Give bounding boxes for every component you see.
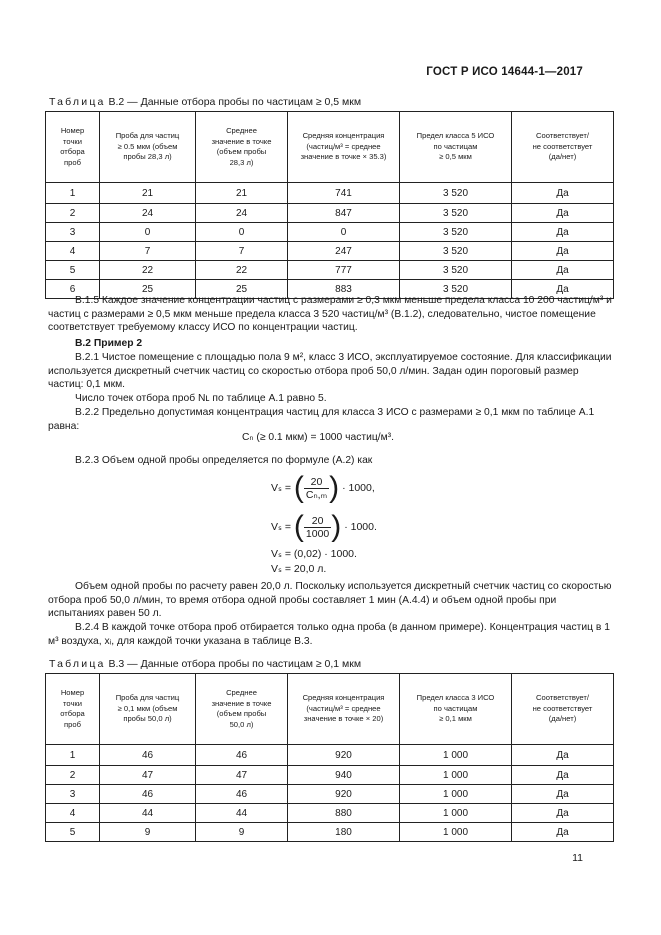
table-b2 — [45, 111, 614, 299]
table-cell: 46 — [196, 785, 288, 804]
table-cell: 1 000 — [400, 785, 512, 804]
close-paren-icon: ) — [329, 471, 340, 504]
table-cell: 180 — [288, 823, 400, 842]
formula-2 — [271, 510, 377, 544]
table-cell: 1 000 — [400, 766, 512, 785]
close-paren-icon: ) — [331, 510, 342, 543]
standard-header: ГОСТ Р ИСО 14644-1—2017 — [426, 66, 583, 78]
formula-cn: Cₙ (≥ 0.1 мкм) = 1000 частиц/м³. — [242, 432, 394, 443]
table-cell: 1 000 — [400, 823, 512, 842]
table-cell: 7 — [100, 242, 196, 261]
table-row — [46, 242, 614, 261]
table-cell: 6 — [46, 280, 100, 299]
table-cell: 247 — [288, 242, 400, 261]
table-cell: 3 520 — [400, 223, 512, 242]
table-cell: Да — [512, 804, 614, 823]
table-cell: 21 — [100, 183, 196, 204]
table-cell: 920 — [288, 785, 400, 804]
section-b2-title: В.2 Пример 2 — [75, 338, 143, 349]
table-cell: 22 — [196, 261, 288, 280]
table-b3-caption-prefix: Таблица — [49, 658, 106, 670]
paragraph-b23-result: Объем одной пробы по расчету равен 20,0 л. Поскольку используется дискретный счетчик частиц со скоростью отбора проб 50,0 л/мин, то время отбора одной пробы составляет 1 мин (А.4.4) и объем одной пробы при испытаниях равен 50 л. — [48, 581, 612, 620]
table-cell: 3 520 — [400, 183, 512, 204]
open-paren-icon: ( — [293, 510, 304, 543]
table-b2-caption-text: В.2 — Данные отбора пробы по частицам ≥ 0,5 мкм — [108, 96, 362, 108]
table-cell: 24 — [196, 204, 288, 223]
table-cell: Да — [512, 183, 614, 204]
formula-1-lhs: Vₛ = — [271, 481, 291, 494]
table-cell: 24 — [100, 204, 196, 223]
paragraph-b23: В.2.3 Объем одной пробы определяется по формуле (А.2) как — [75, 455, 373, 466]
table-cell: Да — [512, 204, 614, 223]
formula-1 — [271, 471, 375, 505]
table-b2-header: Соответствует/ не соответствует (да/нет) — [512, 112, 614, 183]
table-b2-header: Среднее значение в точке (объем пробы 28,3 л) — [196, 112, 288, 183]
table-cell: 47 — [100, 766, 196, 785]
table-b3-body — [46, 745, 614, 842]
table-cell: 940 — [288, 766, 400, 785]
table-cell: Да — [512, 823, 614, 842]
table-cell: 920 — [288, 745, 400, 766]
table-cell: 9 — [100, 823, 196, 842]
table-cell: Да — [512, 261, 614, 280]
formula-2-denominator: 1000 — [305, 527, 330, 540]
table-b3-header: Средняя концентрация (частиц/м³ = среднее значение в точке × 20) — [288, 674, 400, 745]
table-cell: 741 — [288, 183, 400, 204]
table-cell: 25 — [100, 280, 196, 299]
paragraph-b15: В.1.5 Каждое значение концентрации частиц с размерами ≥ 0,3 мкм меньше предела класса 10 200 частиц/м³ и частиц с размерами ≥ 0,5 мкм меньше предела класса 3 520 частиц/м³ (В.1.2), следовательно, чистое помещение соответствует требуемому классу ИСО по концентрации частиц. — [48, 295, 612, 334]
formula-1-rhs: · 1000, — [342, 481, 375, 494]
table-row — [46, 204, 614, 223]
table-cell: 777 — [288, 261, 400, 280]
page-number: 11 — [572, 852, 583, 864]
table-cell: 0 — [100, 223, 196, 242]
formula-1-numerator: 20 — [304, 476, 329, 489]
table-b2-caption — [49, 96, 361, 108]
table-cell: 44 — [196, 804, 288, 823]
table-b2-header: Средняя концентрация (частиц/м³ = среднее значение в точке × 35.3) — [288, 112, 400, 183]
paragraph-b21: В.2.1 Чистое помещение с площадью пола 9 м², класс 3 ИСО, эксплуатируемое состояние. Для классификации используется дискретный счетчик частиц со скоростью отбора проб 50,0 л/мин. Задан один пороговый размер частиц: 0,1 мкм. — [48, 352, 612, 391]
table-cell: 3 520 — [400, 204, 512, 223]
open-paren-icon: ( — [293, 471, 304, 504]
table-b2-header-row — [46, 112, 614, 183]
table-cell: Да — [512, 785, 614, 804]
table-b2-body — [46, 183, 614, 299]
paragraph-b22: В.2.2 Предельно допустимая концентрация частиц для класса 3 ИСО с размерами ≥ 0,1 мкм по таблице А.1 равна: — [48, 407, 595, 432]
table-row — [46, 223, 614, 242]
table-cell: 0 — [288, 223, 400, 242]
table-cell: 3 520 — [400, 242, 512, 261]
table-cell: 25 — [196, 280, 288, 299]
table-cell: 1 — [46, 183, 100, 204]
table-cell: 1 000 — [400, 804, 512, 823]
table-b3-caption-text: В.3 — Данные отбора пробы по частицам ≥ 0,1 мкм — [108, 658, 362, 670]
table-cell: 883 — [288, 280, 400, 299]
table-b3-header-row — [46, 674, 614, 745]
table-cell: 46 — [100, 785, 196, 804]
table-cell: 44 — [100, 804, 196, 823]
table-row — [46, 745, 614, 766]
table-row — [46, 823, 614, 842]
table-cell: 5 — [46, 261, 100, 280]
table-cell: 7 — [196, 242, 288, 261]
table-cell: 47 — [196, 766, 288, 785]
formula-2-lhs: Vₛ = — [271, 520, 291, 533]
table-b2-header: Предел класса 5 ИСО по частицам ≥ 0,5 мкм — [400, 112, 512, 183]
table-cell: 22 — [100, 261, 196, 280]
table-cell: 1 000 — [400, 745, 512, 766]
formula-4: Vₛ = 20,0 л. — [271, 563, 327, 575]
table-cell: Да — [512, 745, 614, 766]
table-b2-header: Номер точки отбора проб — [46, 112, 100, 183]
formula-2-fraction — [304, 515, 331, 540]
table-cell: 0 — [196, 223, 288, 242]
table-cell: 46 — [196, 745, 288, 766]
table-cell: 2 — [46, 766, 100, 785]
formula-2-numerator: 20 — [304, 515, 331, 528]
table-cell: Да — [512, 242, 614, 261]
table-cell: 3 520 — [400, 261, 512, 280]
table-b3-header: Среднее значение в точке (объем пробы 50,0 л) — [196, 674, 288, 745]
table-b3-header: Проба для частиц ≥ 0,1 мкм (объем пробы 50,0 л) — [100, 674, 196, 745]
table-b2-header: Проба для частиц ≥ 0.5 мкм (объем пробы 28,3 л) — [100, 112, 196, 183]
table-row — [46, 785, 614, 804]
table-cell: Да — [512, 280, 614, 299]
table-cell: Да — [512, 223, 614, 242]
table-cell: 3 — [46, 223, 100, 242]
table-cell: 3 — [46, 785, 100, 804]
formula-3: Vₛ = (0,02) · 1000. — [271, 548, 357, 560]
table-row — [46, 804, 614, 823]
table-cell: 2 — [46, 204, 100, 223]
table-b3-header: Соответствует/ не соответствует (да/нет) — [512, 674, 614, 745]
table-cell: 9 — [196, 823, 288, 842]
table-cell: 46 — [100, 745, 196, 766]
table-cell: 880 — [288, 804, 400, 823]
table-b2-caption-prefix: Таблица — [49, 96, 106, 108]
table-b3-header: Номер точки отбора проб — [46, 674, 100, 745]
table-cell: 1 — [46, 745, 100, 766]
table-cell: 847 — [288, 204, 400, 223]
formula-1-fraction — [304, 476, 329, 501]
table-row — [46, 183, 614, 204]
table-cell: 4 — [46, 804, 100, 823]
table-b3-caption — [49, 658, 361, 670]
table-b3-header: Предел класса 3 ИСО по частицам ≥ 0,1 мкм — [400, 674, 512, 745]
table-b3 — [45, 673, 614, 842]
table-row — [46, 261, 614, 280]
table-row — [46, 766, 614, 785]
paragraph-b21-points: Число точек отбора проб Nʟ по таблице А.1 равно 5. — [75, 393, 327, 404]
formula-1-denominator: Cₙ,ₘ — [305, 488, 328, 501]
formula-2-rhs: · 1000. — [344, 520, 377, 533]
table-cell: Да — [512, 766, 614, 785]
paragraph-b24: В.2.4 В каждой точке отбора проб отбирается только одна проба (в данном примере). Концентрация частиц в 1 м³ воздуха, xᵢ, для каждой точки указана в таблице В.3. — [48, 622, 610, 647]
table-cell: 3 520 — [400, 280, 512, 299]
table-cell: 4 — [46, 242, 100, 261]
table-cell: 21 — [196, 183, 288, 204]
table-cell: 5 — [46, 823, 100, 842]
